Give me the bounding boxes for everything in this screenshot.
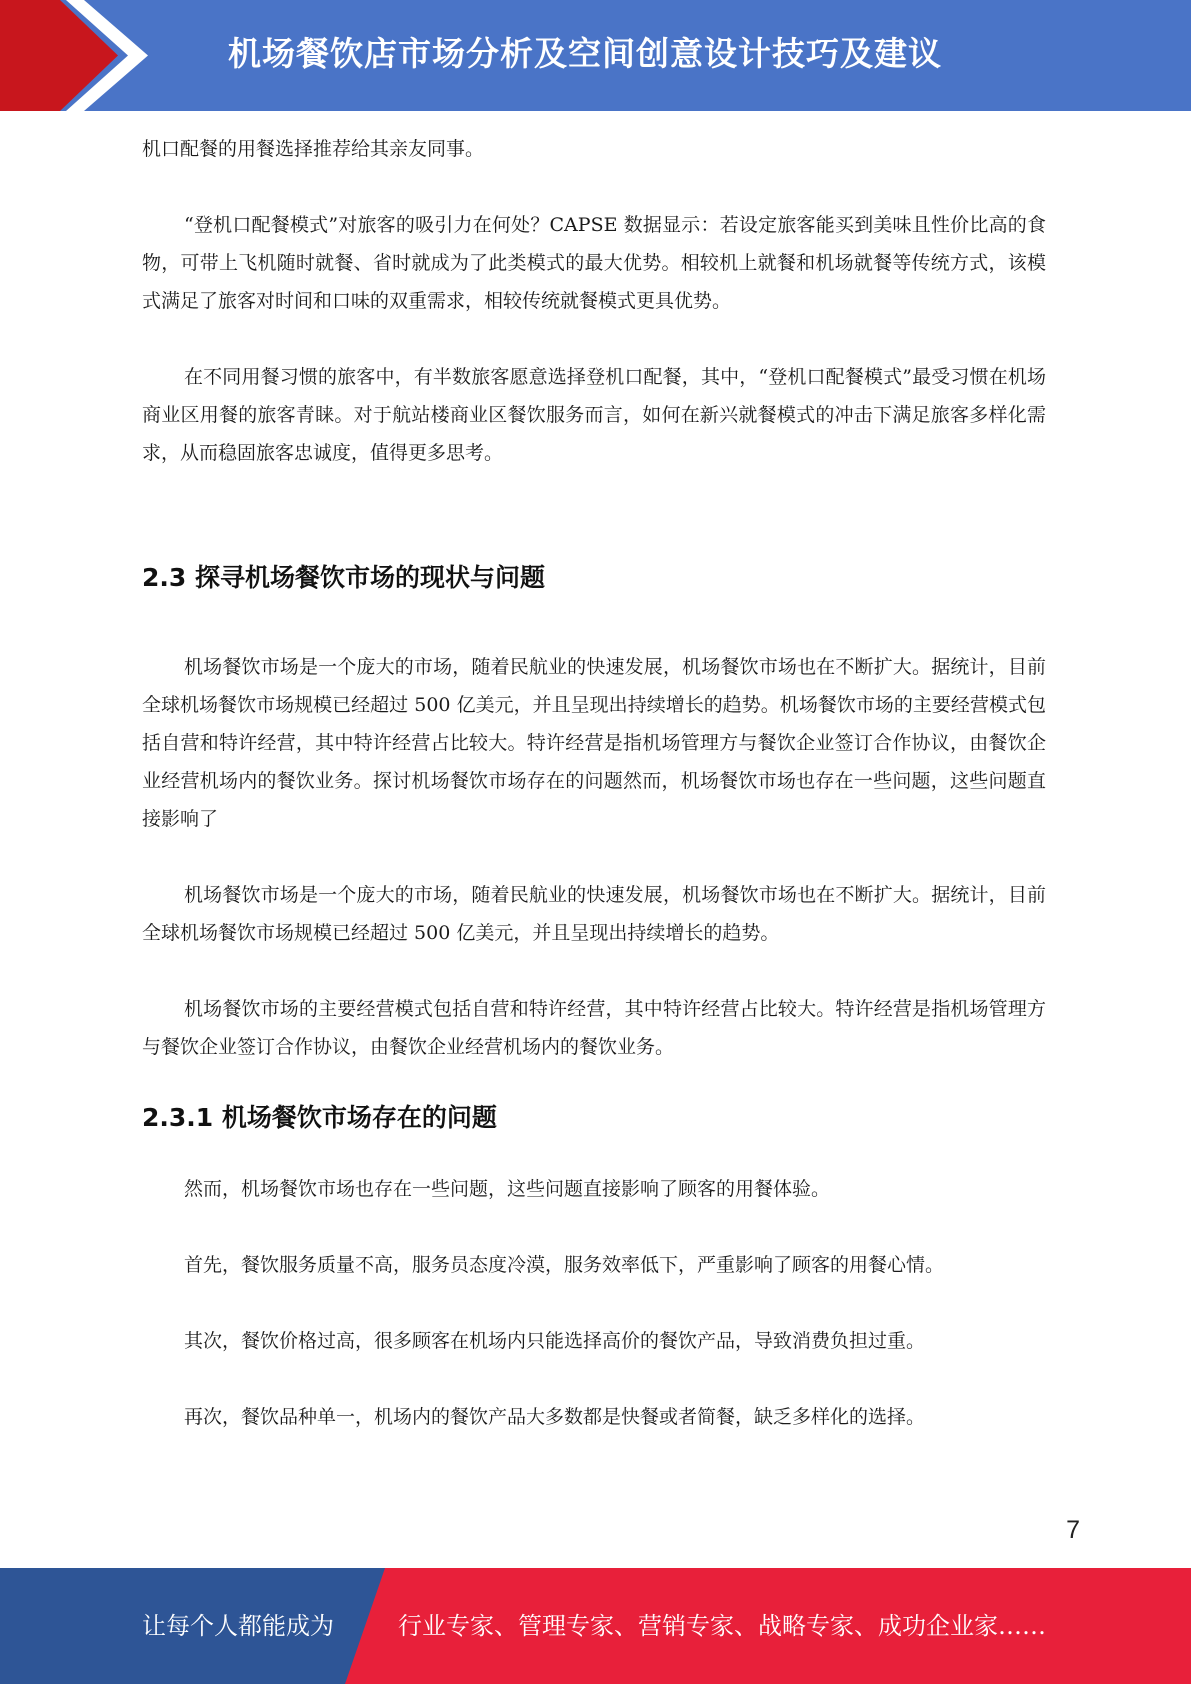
paragraph-problem-service: 首先，餐饮服务质量不高，服务员态度冷漠，服务效率低下，严重影响了顾客的用餐心情。	[184, 1254, 945, 1276]
header-arrow-decoration	[0, 0, 160, 111]
paragraph-problems-intro: 然而，机场餐饮市场也存在一些问题，这些问题直接影响了顾客的用餐体验。	[184, 1178, 831, 1200]
paragraph-business-model: 机场餐饮市场的主要经营模式包括自营和特许经营，其中特许经营占比较大。特许经营是指机场管理方与餐饮企业签订合作协议，由餐饮企业经营机场内的餐饮业务。	[142, 998, 1046, 1058]
header-banner	[0, 0, 1191, 111]
document-body	[142, 130, 1046, 1436]
paragraph-gate-catering-appeal: “登机口配餐模式”对旅客的吸引力在何处？CAPSE 数据显示：若设定旅客能买到美味且性价比高的食物，可带上飞机随时就餐、省时就成为了此类模式的最大优势。相较机上就餐和机场就餐等传统方式，该模式满足了旅客对时间和口味的双重需求，相较传统就餐模式更具优势。	[142, 214, 1046, 312]
paragraph-market-overview: 机场餐饮市场是一个庞大的市场，随着民航业的快速发展，机场餐饮市场也在不断扩大。据统计，目前全球机场餐饮市场规模已经超过 500 亿美元，并且呈现出持续增长的趋势。机场餐饮市场的主要经营模式包括自营和特许经营，其中特许经营占比较大。特许经营是指机场管理方与餐饮企业签订合作协议，由餐饮企业经营机场内的餐饮业务。探讨机场餐饮市场存在的问题然而，机场餐饮市场也存在一些问题，这些问题直接影响了	[142, 656, 1046, 830]
page-number: 7	[1066, 1516, 1080, 1544]
paragraph-problem-variety: 再次，餐饮品种单一，机场内的餐饮产品大多数都是快餐或者简餐，缺乏多样化的选择。	[184, 1406, 926, 1428]
paragraph-market-scale: 机场餐饮市场是一个庞大的市场，随着民航业的快速发展，机场餐饮市场也在不断扩大。据统计，目前全球机场餐饮市场规模已经超过 500 亿美元，并且呈现出持续增长的趋势。	[142, 884, 1046, 944]
footer-slogan-right: 行业专家、管理专家、营销专家、战略专家、成功企业家……	[398, 1612, 1046, 1640]
section-heading-2-3: 2.3 探寻机场餐饮市场的现状与问题	[142, 563, 545, 592]
paragraph-problem-price: 其次，餐饮价格过高，很多顾客在机场内只能选择高价的餐饮产品，导致消费负担过重。	[184, 1330, 926, 1352]
paragraph-continuation: 机口配餐的用餐选择推荐给其亲友同事。	[142, 138, 485, 160]
section-heading-2-3-1: 2.3.1 机场餐饮市场存在的问题	[142, 1103, 497, 1132]
document-title: 机场餐饮店市场分析及空间创意设计技巧及建议	[228, 34, 942, 73]
paragraph-passenger-preference: 在不同用餐习惯的旅客中，有半数旅客愿意选择登机口配餐，其中，“登机口配餐模式”最受习惯在机场商业区用餐的旅客青睐。对于航站楼商业区餐饮服务而言，如何在新兴就餐模式的冲击下满足旅客多样化需求，从而稳固旅客忠诚度，值得更多思考。	[142, 366, 1046, 464]
footer-slogan-left: 让每个人都能成为	[142, 1612, 334, 1640]
footer-banner	[0, 1568, 1191, 1684]
